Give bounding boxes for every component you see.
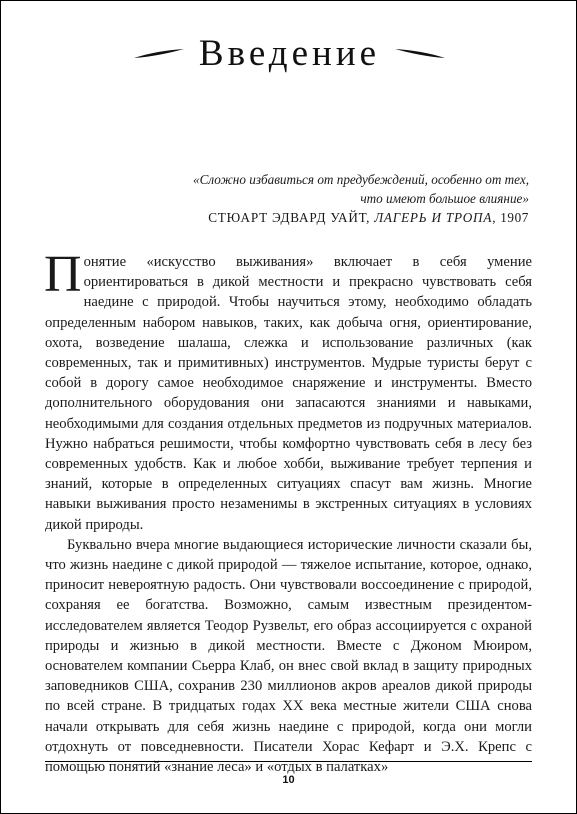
chapter-heading <box>1 35 577 72</box>
page-footer <box>45 761 532 788</box>
epigraph-author: СТЮАРТ ЭДВАРД УАЙТ, <box>208 210 371 225</box>
drop-cap: П <box>44 246 82 303</box>
epigraph-quote: «Сложно избавиться от предубеждений, особенно от тех, что имеют большое влияние» <box>192 172 529 206</box>
paragraph-1-text: онятие «искусство выживания» включает в себя умение ориентироваться в дикой местности и прекрасно чувствовать себя наедине с природой. Чтобы научиться этому, необходимо обладать определенным набором навыков, таких, как добыча огня, ориентирование, охота, возведение шалаша, слежка и использование различных (как современных, так и примитивных) инструментов. Мудрые туристы берут с собой в дорогу самое необходимое снаряжение и инструменты. Вместо дополнительного оборудования они запасаются знаниями и навыками, необходимыми для создания отдельных предметов из подручных материалов. Нужно набраться решимости, чтобы комфортно чувствовать себя в лесу без современных удобств. Как и любое хобби, выживание требует терпения и знаний, которые в определенных ситуациях спасут вам жизнь. Многие навыки выживания просто незаменимы в экстренных ситуациях в условиях дикой природы. <box>45 254 532 533</box>
paragraph-2: Буквально вчера многие выдающиеся исторические личности сказали бы, что жизнь наедине с дикой природой — тяжелое испытание, которое, однако, приносит невероятную радость. Они чувствовали воссоединение с природой, сохраняя ее богатства. Возможно, самым известным президентом-исследователем является Теодор Рузвельт, его образ ассоциируется с охраной природы и жизнью в дикой местности. Вместе с Джоном Мюиром, основателем компании Сьерра Клаб, он внес свой вклад в защиту природных заповедников США, сохранив 230 миллионов акров ареалов дикой природы по всей стране. В тридцатых годах XX века местные жители США снова начали открывать для себя жизнь наедине с природой, когда они могли отдохнуть от повседневности. Писатели Хорас Кефарт и Э.Х. Крепс с помощью понятий «знание леса» и «отдых в палатках» <box>45 536 532 776</box>
body-text <box>44 246 532 777</box>
epigraph-attribution <box>169 209 529 228</box>
epigraph-year: 1907 <box>500 210 529 225</box>
chapter-title: Введение <box>198 33 381 74</box>
epigraph-book: ЛАГЕРЬ И ТРОПА, <box>374 210 497 225</box>
left-swoosh-ornament-icon <box>133 47 185 61</box>
page-number: 10 <box>282 774 295 786</box>
right-swoosh-ornament-icon <box>394 47 446 61</box>
epigraph <box>169 171 529 228</box>
paragraph-1 <box>44 246 532 535</box>
